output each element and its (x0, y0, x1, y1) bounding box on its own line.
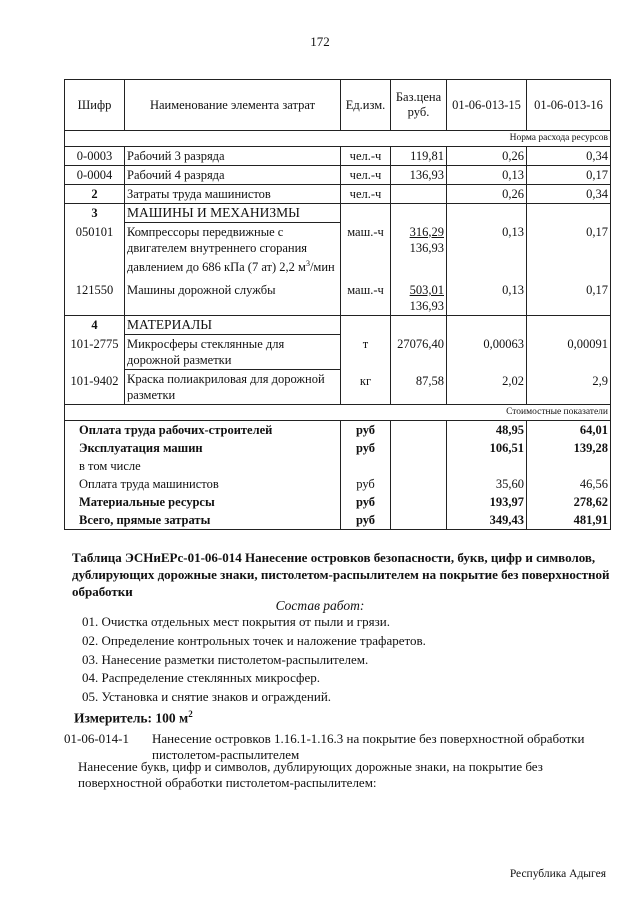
table-row (65, 166, 611, 185)
total-value-1: 48,95 (447, 421, 527, 440)
footer-region: Республика Адыгея (509, 868, 606, 880)
total-name: в том числе (65, 457, 341, 475)
total-value-2: 139,28 (527, 439, 611, 457)
total-name: Оплата труда машинистов (65, 475, 341, 493)
cell-value-1: 0,00063 (447, 335, 527, 370)
total-name: Всего, прямые затраты (65, 511, 341, 530)
cell-price: 316,29 136,93 (391, 223, 447, 277)
section-title: Таблица ЭСНиЕРс-01-06-014 Нанесение островков безопасности, букв, цифр и символов, дублирующих дорожные знаки, пистолетом-распылителем на покрытие без поверхностной обработки (72, 550, 610, 599)
header-col1: 01-06-013-15 (447, 80, 527, 131)
total-row (65, 511, 611, 530)
cell-name: Компрессоры передвижные с двигателем внутреннего сгорания давлением до 686 кПа (7 ат) 2,2 $м^3$/мин (125, 223, 341, 277)
total-unit: руб (341, 511, 391, 530)
cell-unit: чел.-ч (341, 147, 391, 166)
cell-value-1: 0,13 (447, 166, 527, 185)
cell-price: 503,01 136,93 (391, 276, 447, 316)
norm-description: Нанесение островков 1.16.1-1.16.3 на покрытие без поверхностной обработки пистолетом-распылителем (152, 731, 585, 762)
cost-table (64, 79, 611, 530)
cell-value-2: 0,00091 (527, 335, 611, 370)
norm-caption-row (65, 131, 611, 147)
cell-value-1: 0,13 (447, 276, 527, 316)
work-item: 01. Очистка отдельных мест покрытия от пыли и грязи. (82, 614, 390, 629)
total-value-2: 481,91 (527, 511, 611, 530)
total-row (65, 493, 611, 511)
cell-name: Микросферы стеклянные для дорожной разметки (125, 335, 341, 370)
total-value-1: 35,60 (447, 475, 527, 493)
header-price: Баз.цена руб. (391, 80, 447, 131)
total-row (65, 439, 611, 457)
total-row (65, 475, 611, 493)
cell-value-1: 0,26 (447, 147, 527, 166)
meter: Измеритель: 100 $м^2$ (74, 709, 193, 726)
cell-code: 101-2775 (65, 335, 125, 370)
cell-value-2: 2,9 (527, 370, 611, 405)
cell-price: 87,58 (391, 370, 447, 405)
total-value-2: 64,01 (527, 421, 611, 440)
table-row (65, 276, 611, 316)
section-title: МАТЕРИАЛЫ (125, 316, 341, 335)
cell-name: Рабочий 3 разряда (125, 147, 341, 166)
cell-name: Затраты труда машинистов (125, 185, 341, 204)
cell-name: Краска полиакриловая для дорожной разметки (125, 370, 341, 405)
total-value-1: 349,43 (447, 511, 527, 530)
section-row (65, 316, 611, 335)
cost-caption: Стоимостные показатели (65, 405, 611, 421)
total-row (65, 457, 611, 475)
total-row (65, 421, 611, 440)
cell-code: 4 (65, 316, 125, 335)
cell-value-2: 0,17 (527, 166, 611, 185)
paragraph: Нанесение букв, цифр и символов, дублирующих дорожные знаки, на покрытие без поверхностной обработки пистолетом-распылителем: (78, 759, 543, 790)
total-value-1: 106,51 (447, 439, 527, 457)
work-item: 03. Нанесение разметки пистолетом-распылителем. (82, 652, 369, 667)
cell-code: 3 (65, 204, 125, 223)
table-row (65, 147, 611, 166)
header-col2: 01-06-013-16 (527, 80, 611, 131)
cell-price: 119,81 (391, 147, 447, 166)
works-subtitle: Состав работ: (275, 598, 365, 613)
section-title: МАШИНЫ И МЕХАНИЗМЫ (125, 204, 341, 223)
total-name: Оплата труда рабочих-строителей (65, 421, 341, 440)
table-row (65, 335, 611, 370)
work-item: 02. Определение контрольных точек и наложение трафаретов. (82, 633, 426, 648)
table-row (65, 185, 611, 204)
cell-value-2: 0,34 (527, 185, 611, 204)
cell-unit: чел.-ч (341, 166, 391, 185)
work-item: 04. Распределение стеклянных микросфер. (82, 670, 320, 685)
total-unit: руб (341, 493, 391, 511)
cell-unit: маш.-ч (341, 276, 391, 316)
cell-value-2: 0,17 (527, 223, 611, 277)
cell-price: 27076,40 (391, 335, 447, 370)
table-row (65, 223, 611, 277)
work-item: 05. Установка и снятие знаков и ограждений. (82, 689, 332, 704)
cell-code: 0-0003 (65, 147, 125, 166)
total-value-2: 278,62 (527, 493, 611, 511)
cell-price: 136,93 (391, 166, 447, 185)
cell-price (391, 185, 447, 204)
cell-value-1: 0,26 (447, 185, 527, 204)
norm-code: 01-06-014-1 (64, 731, 129, 746)
header-unit: Ед.изм. (341, 80, 391, 131)
total-unit: руб (341, 439, 391, 457)
cell-code: 0-0004 (65, 166, 125, 185)
cell-code: 121550 (65, 276, 125, 316)
cost-caption-row (65, 405, 611, 421)
total-name: Эксплуатация машин (65, 439, 341, 457)
total-unit: руб (341, 475, 391, 493)
cell-name: Машины дорожной службы (125, 276, 341, 316)
header-name: Наименование элемента затрат (125, 80, 341, 131)
cell-code: 2 (65, 185, 125, 204)
cell-unit: маш.-ч (341, 223, 391, 277)
section-row (65, 204, 611, 223)
cell-unit: чел.-ч (341, 185, 391, 204)
cell-unit: кг (341, 370, 391, 405)
page-number: 172 (310, 34, 330, 49)
cell-value-1: 0,13 (447, 223, 527, 277)
total-value-2: 46,56 (527, 475, 611, 493)
cell-code: 050101 (65, 223, 125, 277)
cell-name: Рабочий 4 разряда (125, 166, 341, 185)
cell-code: 101-9402 (65, 370, 125, 405)
table-row (65, 370, 611, 405)
norm-caption: Норма расхода ресурсов (65, 131, 611, 147)
cell-value-1: 2,02 (447, 370, 527, 405)
header-code: Шифр (65, 80, 125, 131)
total-value-1: 193,97 (447, 493, 527, 511)
total-unit: руб (341, 421, 391, 440)
cell-value-2: 0,34 (527, 147, 611, 166)
total-name: Материальные ресурсы (65, 493, 341, 511)
cell-value-2: 0,17 (527, 276, 611, 316)
cell-unit: т (341, 335, 391, 370)
table-header-row (65, 80, 611, 131)
